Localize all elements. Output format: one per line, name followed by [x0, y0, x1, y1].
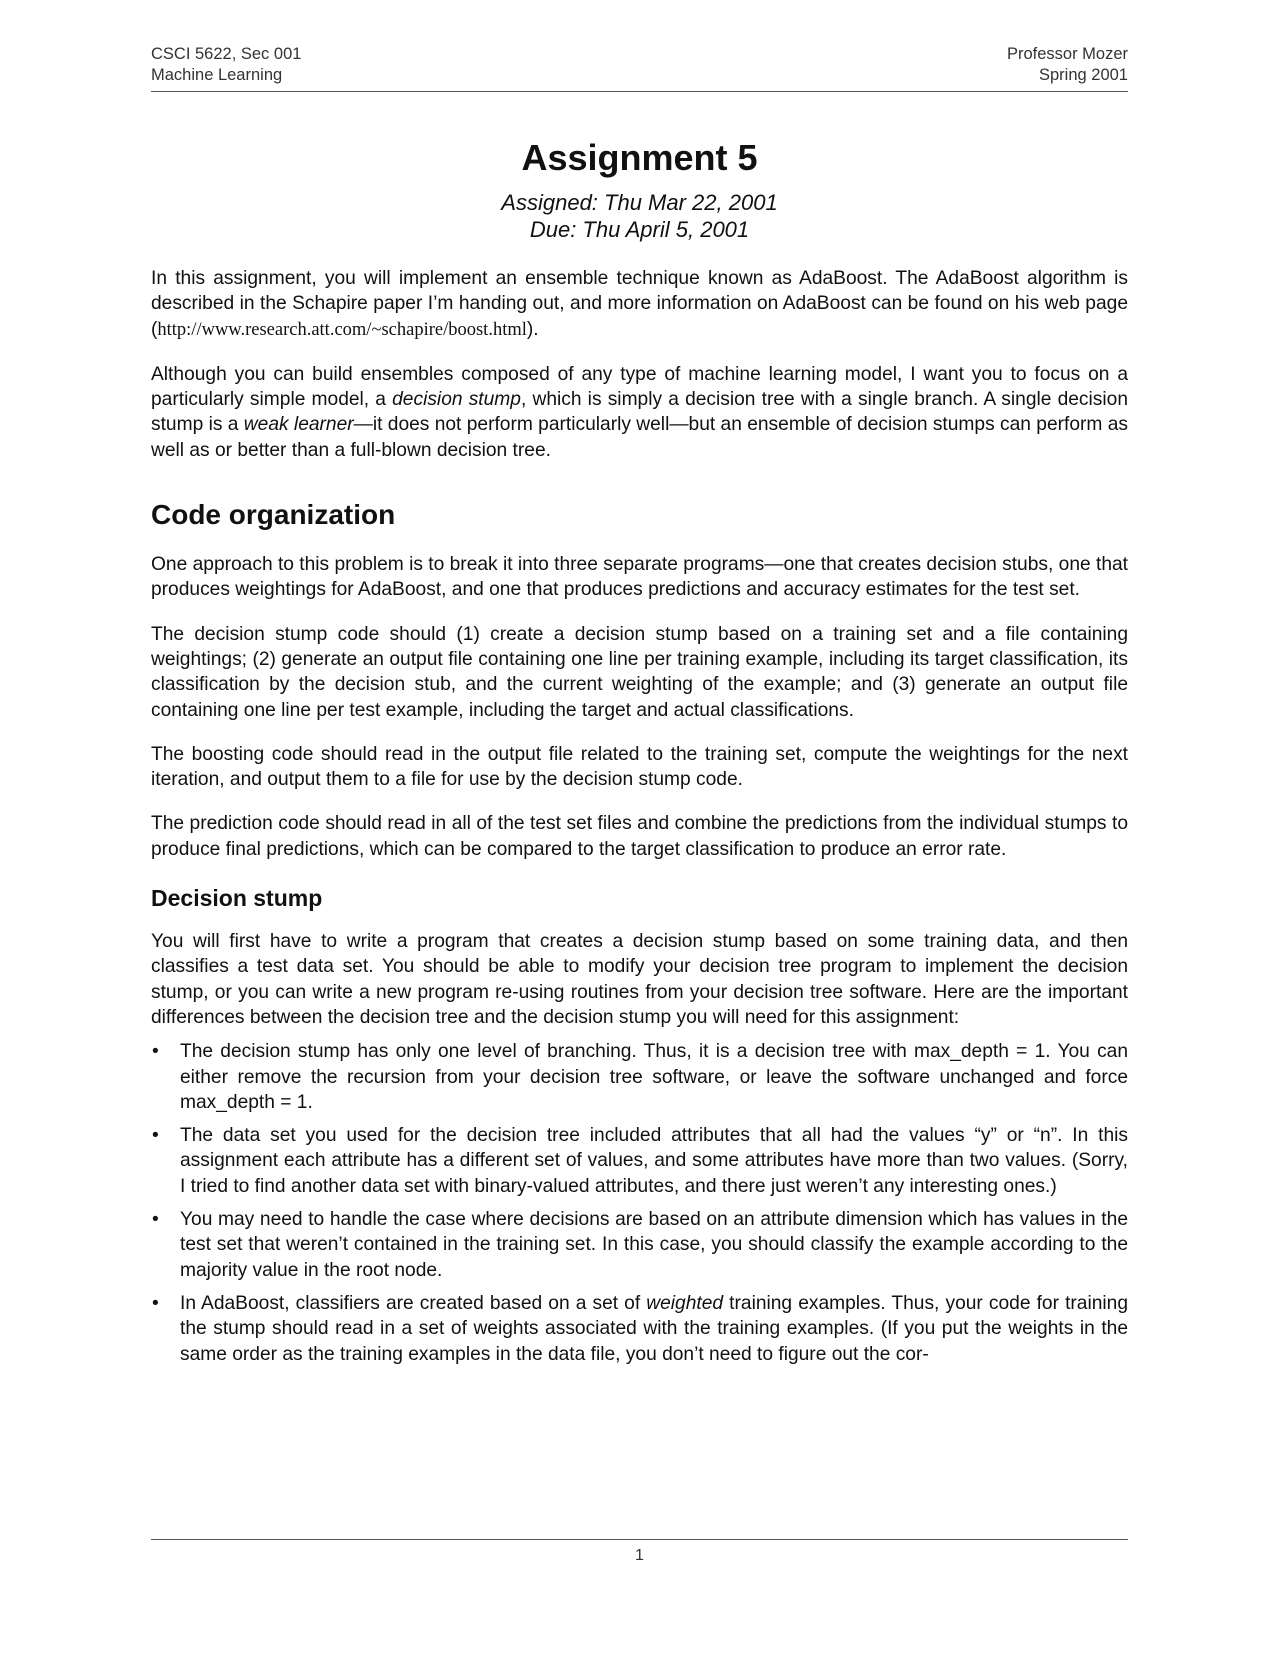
list-item: [151, 1207, 1128, 1283]
bullet-icon: •: [152, 1209, 159, 1231]
code-org-paragraph-1: One approach to this problem is to break it into three separate programs—one that creates decision stubs, one that produces weightings for AdaBoost, and one that produces predictions and accuracy estimates for the test set.: [151, 554, 1128, 601]
emphasis-weighted: weighted: [646, 1292, 724, 1314]
emphasis-weak-learner: weak learner: [243, 414, 354, 436]
intro-paragraph-2: [151, 362, 1128, 463]
document-page: [151, 44, 1128, 1644]
page-number: 1: [635, 1547, 644, 1564]
schapire-url[interactable]: http://www.research.att.com/~schapire/boost.html: [157, 319, 527, 340]
emphasis-decision-stump: decision stump: [392, 389, 521, 411]
semester: Spring 2001: [1039, 66, 1128, 84]
intro-text-end: ).: [526, 318, 539, 340]
instructor-info: [1007, 44, 1128, 86]
code-org-paragraph-4: The prediction code should read in all of the test set files and combine the predictions from the individual stumps to produce final predictions, which can be compared to the target classification to produce an error rate.: [151, 813, 1128, 860]
list-item-text: In AdaBoost, classifiers are created based on a set of: [180, 1292, 647, 1314]
text: , which is simply a decision tree with a single branch. A single decision stump is a: [151, 389, 1128, 436]
text: Although you can build ensembles composed of any type of machine learning model, I want you to focus on a particularly simple model, a: [151, 363, 1128, 411]
decision-stump-paragraph: You will first have to write a program that creates a decision stump based on some training data, and then classifies a test data set. You should be able to modify your decision tree program to implement the decision stump, or you can write a new program re-using routines from your decision tree software. Here are the important differences between the decision tree and the decision stump you will need for this assignment:: [151, 931, 1128, 1028]
code-org-paragraph-3: The boosting code should read in the output file related to the training set, compute the weightings for the next iteration, and output them to a file for use by the decision stump code.: [151, 743, 1128, 791]
course-name: Machine Learning: [151, 66, 283, 84]
page-footer: [151, 1539, 1128, 1566]
due-date: Due: Thu April 5, 2001: [529, 217, 750, 242]
list-item-text: training examples. Thus, your code for training the stump should read in a set of weights associated with the training examples. (If you put the weights in the same order as the training examples in the data file, you don’t need to figure out the cor-: [180, 1292, 1129, 1365]
list-item-text: You may need to handle the case where decisions are based on an attribute dimension which has values in the test set that weren’t contained in the training set. In this case, you should classify the example according to the majority value in the root node.: [180, 1209, 1128, 1281]
list-item: [151, 1291, 1128, 1367]
intro-text: In this assignment, you will implement an ensemble technique known as AdaBoost. The AdaBoost algorithm is described in the Schapire paper I’m handing out, and more information on AdaBoost can be found on his web page (: [151, 268, 1128, 340]
course-number: CSCI 5622, Sec 001: [151, 45, 302, 63]
assigned-date: Assigned: Thu Mar 22, 2001: [501, 190, 778, 215]
course-info: [151, 44, 301, 86]
intro-paragraph-1: [151, 266, 1128, 343]
assignment-dates: [151, 189, 1128, 243]
differences-list: [151, 1039, 1128, 1367]
document-title: Assignment 5: [521, 137, 758, 178]
text: —it does not perform particularly well—but an ensemble of decision stumps can perform as well as or better than a full-blown decision tree.: [151, 414, 1128, 461]
list-item-text: The data set you used for the decision tree included attributes that all had the values “y” or “n”. In this assignment each attribute has a different set of values, and some attributes have more than two values. (Sorry, I tried to find another data set with binary-valued attributes, and there just weren’t any interesting ones.): [180, 1125, 1128, 1197]
list-item-text: The decision stump has only one level of branching. Thus, it is a decision tree with max_depth = 1. You can either remove the recursion from your decision tree software, or leave the software unchanged and force max_depth = 1.: [180, 1041, 1128, 1113]
bullet-icon: •: [152, 1125, 159, 1147]
bullet-icon: •: [152, 1041, 159, 1063]
list-item: [151, 1039, 1128, 1115]
instructor-name: Professor Mozer: [1006, 45, 1128, 63]
section-heading-code-organization: Code organization: [151, 499, 396, 531]
bullet-icon: •: [152, 1292, 159, 1314]
list-item: [151, 1123, 1128, 1199]
subsection-heading-decision-stump: Decision stump: [151, 885, 323, 912]
code-org-paragraph-2: The decision stump code should (1) create a decision stump based on a training set and a file containing weightings; (2) generate an output file containing one line per training example, including its target classification, its classification by the decision stub, and the current weighting of the example; and (3) generate an output file containing one line per test example, including the target and actual classifications.: [151, 623, 1128, 721]
running-header: [151, 44, 1128, 92]
